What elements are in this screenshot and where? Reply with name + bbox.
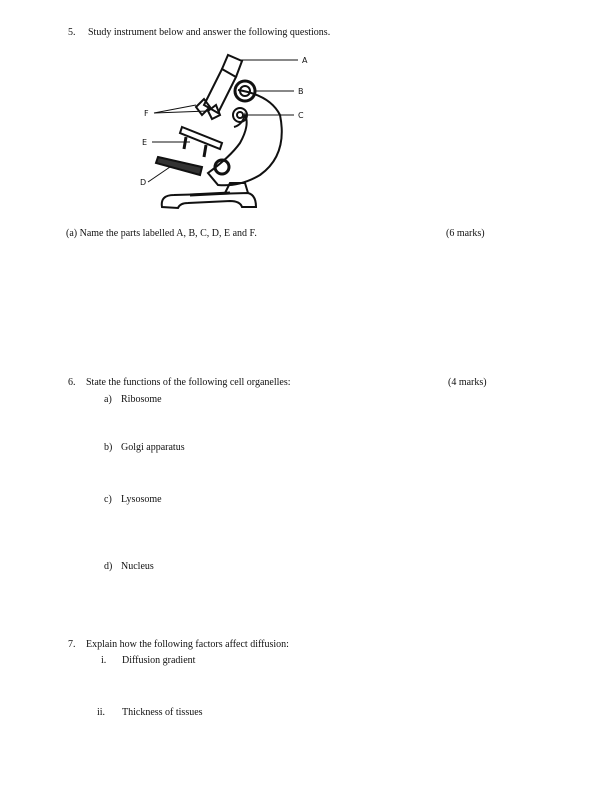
q6-marks: (4 marks): [448, 377, 487, 388]
label-b: B: [298, 87, 304, 96]
label-c: C: [298, 111, 304, 120]
q5a-marks: (6 marks): [446, 228, 485, 239]
label-d: D: [140, 178, 147, 187]
q7-item-text: Thickness of tissues: [122, 707, 203, 718]
label-f: F: [144, 109, 149, 118]
label-a: A: [302, 56, 308, 65]
q7-number: 7.: [68, 639, 76, 650]
q6-number: 6.: [68, 377, 76, 388]
q6-item-text: Lysosome: [121, 494, 162, 505]
q6-item-text: Nucleus: [121, 561, 154, 572]
q6-item-label: b): [104, 442, 113, 453]
microscope-figure: [130, 45, 330, 225]
q7-text: Explain how the following factors affect diffusion:: [86, 639, 289, 650]
q7-item-label: ii.: [97, 707, 106, 718]
q7-item-text: Diffusion gradient: [122, 655, 196, 666]
q6-item-text: Golgi apparatus: [121, 442, 185, 453]
q7-item-label: i.: [101, 655, 107, 666]
q5a-text: (a) Name the parts labelled A, B, C, D, E and F.: [66, 228, 257, 239]
q6-item-text: Ribosome: [121, 394, 162, 405]
q6-item-label: c): [104, 494, 112, 505]
q6-text: State the functions of the following cell organelles:: [86, 377, 291, 388]
q5-number: 5.: [68, 27, 76, 38]
q6-item-label: a): [104, 394, 112, 405]
q6-item-label: d): [104, 561, 113, 572]
label-e: E: [142, 138, 148, 147]
q5-text: Study instrument below and answer the following questions.: [88, 27, 331, 38]
